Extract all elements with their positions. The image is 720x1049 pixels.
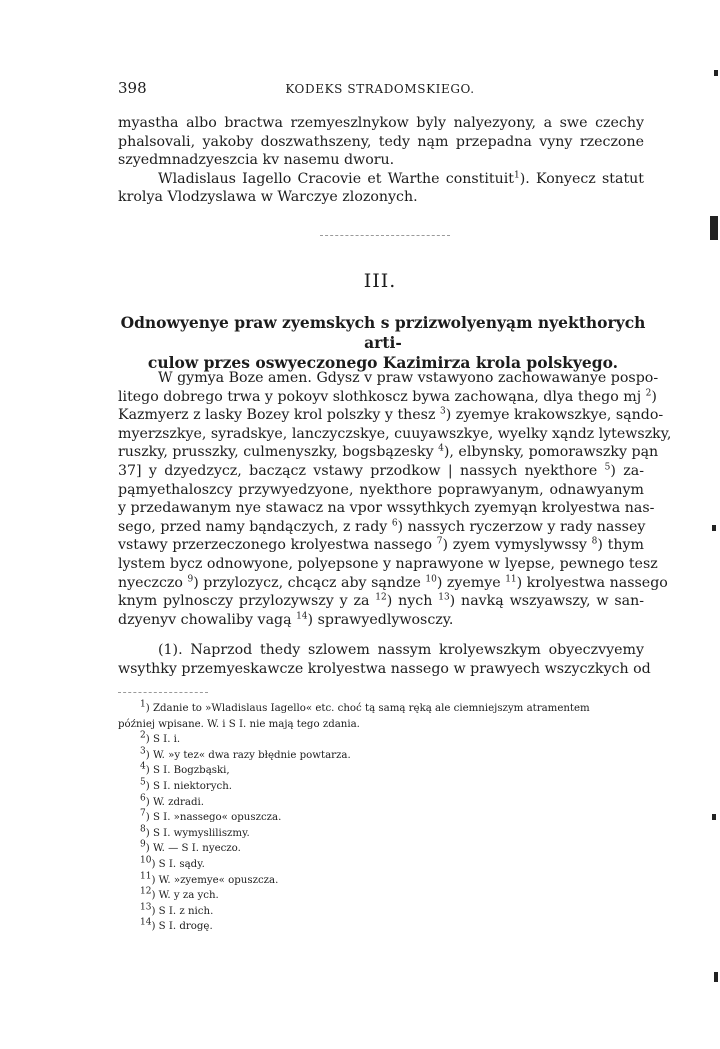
text-line: y przedawanym nye stawacz na vpor wssythkych zyemyąn krolyestwa nas-: [118, 500, 655, 517]
section-number: III.: [363, 270, 397, 292]
footnote: $^8$) S I. wymysliliszmy.: [140, 824, 250, 839]
text-line: pąmyethaloszcy przywyedzyone, nyekthore poprawyanym, odnawyanym: [118, 481, 644, 498]
footnote-ref: 10: [425, 573, 437, 584]
running-head: KODEKS STRADOMSKIEGO.: [285, 82, 475, 96]
footnote-number: 10: [140, 855, 152, 866]
footnote-number: 11: [140, 871, 152, 882]
footnote-ref: 9: [187, 573, 194, 584]
footnote-ref: 8: [591, 536, 598, 547]
colophon-line: krolya Vlodzyslawa w Warczye zlozonych.: [118, 189, 418, 206]
footnote-ref: 2: [645, 387, 652, 398]
text-line: szyedmnadzyeszcia kv nasemu dworu.: [118, 152, 395, 169]
footnote-number: 3: [140, 746, 146, 757]
top-paragraph: [118, 114, 644, 207]
scan-mark: [712, 525, 716, 531]
footnote-number: 1: [140, 699, 146, 710]
text-line: lystem bycz odnowyone, polyepsone y naprawyone w lyepse, pewnego tesz: [118, 555, 658, 572]
footnote-ref: 6: [391, 518, 398, 529]
scan-mark: [710, 216, 718, 240]
text-line: litego dobrego trwa y pokoyv slothkoscz bywa zachowąna, dlya thego mj $^2$): [118, 387, 657, 405]
scan-mark: [714, 70, 718, 76]
text-line: nyeczczo $^9$) przylozycz, chcącz aby sąndze $^{10}$) zyemye $^{11}$) krolyestwa nassego: [118, 573, 668, 591]
footnote-number: 13: [140, 902, 152, 913]
footnote: $^5$) S I. niektorych.: [140, 777, 233, 792]
article-1-paragraph: [118, 641, 651, 678]
text-line: myastha albo bractwa rzemyeszlnykow byly nalyezyony, a swe czechy: [118, 115, 644, 131]
colophon-line: Wladislaus Iagello Cracovie et Warthe constituit$^1$). Konyecz statut: [158, 170, 644, 187]
scan-mark: [714, 972, 718, 982]
footnote-number: 4: [140, 761, 146, 772]
text-line: (1). Naprzod thedy szlowem nassym krolyewszkym obyeczvyemy: [158, 642, 644, 658]
footnote-ref: 1: [514, 170, 520, 181]
text-line: wsythky przemyeskawcze krolyestwa nassego w prawyech wszyczkych od: [118, 660, 651, 677]
footnote-ref: 12: [375, 592, 387, 603]
footnote-ref: 11: [505, 573, 517, 584]
footnote-ref: 5: [604, 462, 611, 473]
footnote-number: 7: [140, 808, 146, 819]
footnote-ref: 7: [436, 536, 443, 547]
footnote-number: 5: [140, 777, 146, 788]
page-number: 398: [118, 79, 147, 97]
footnote: $^{11}$) W. »zyemye« opuszcza.: [140, 871, 279, 886]
footnote-divider: [118, 692, 208, 693]
text-line: vstawy przerzeczonego krolyestwa nassego $^7$) zyem vymyslywssy $^8$) thym: [118, 536, 644, 554]
footnote: $^7$) S I. »nassego« opuszcza.: [140, 808, 282, 824]
text-line: 37] y dzyedzycz, baczącz vstawy przodkow | nassych nyekthore $^5$) za-: [118, 462, 644, 479]
section-title: Odnowyenye praw zyemskych s przizwolyenyąm nyekthorych arti- culow przes oswyeczonego Kazimirza krola polskyego.: [120, 313, 646, 372]
footnote-number: 6: [140, 793, 146, 804]
footnote-number: 2: [140, 730, 146, 741]
footnote: $^{13}$) S I. z nich.: [140, 902, 214, 917]
text-line: myerzszkye, syradskye, lanczyczskye, cuuyawszkye, wyelky xąndz lytewszky,: [118, 425, 672, 442]
footnote-number: 14: [140, 917, 152, 928]
text-line: phalsovali, yakoby doszwathszeny, tedy nąm przepadna vyny rzeczone: [118, 133, 644, 150]
footnote: $^4$) S I. Bogzbąski,: [140, 761, 230, 777]
text-line: dzyenyv chowaliby vagą $^{14}$) sprawyedlywosczy.: [118, 610, 454, 628]
footnote: $^2$) S I. i.: [140, 730, 181, 746]
footnote: $^{10}$) S I. sądy.: [140, 855, 205, 870]
footnote-ref: 3: [439, 406, 446, 417]
footnote-ref: 4: [438, 443, 444, 454]
footnote: $^1$) Zdanie to »Wladislaus Iagello« etc. choć tą samą ręką ale ciemniejszym atramentem: [140, 699, 590, 714]
footnote-ref: 14: [296, 610, 308, 621]
text-line: Kazmyerz z lasky Bozey krol polszky y thesz $^3$) zyemye krakowszkye, sąndo-: [118, 406, 664, 424]
footnote: $^{12}$) W. y za ych.: [140, 886, 219, 902]
text-line: knym pylnosczy przylozywszy y za $^{12}$) nych $^{13}$) navką wszyawszy, w san-: [118, 592, 645, 610]
footnote-ref: 13: [438, 592, 450, 603]
text-line: ruszky, prusszky, culmenyszky, bogsbązesky $^4$), elbynsky, pomorawszky pąn: [118, 443, 659, 461]
footnotes: [118, 701, 644, 935]
footnote: $^3$) W. »y tez« dwa razy błędnie powtarza.: [140, 746, 351, 761]
footnote: $^9$) W. — S I. nyeczo.: [140, 839, 241, 855]
text-line: W gymya Boze amen. Gdysz v praw vstawyono zachowawanye pospo-: [158, 370, 659, 386]
footnote: $^{14}$) S I. drogę.: [140, 917, 213, 933]
scan-mark: [712, 814, 716, 820]
footnote-number: 12: [140, 886, 152, 897]
main-paragraph: [118, 369, 672, 629]
footnote: $^6$) W. zdradi.: [140, 793, 204, 808]
section-divider: [320, 235, 450, 236]
text-line: sego, przed namy bąndączych, z rady $^6$) nassych ryczerzow y rady nassey: [118, 518, 646, 535]
footnote-number: 9: [140, 839, 146, 850]
footnote: później wpisane. W. i S I. nie mają tego zdania.: [118, 718, 360, 730]
footnote-number: 8: [140, 824, 146, 835]
